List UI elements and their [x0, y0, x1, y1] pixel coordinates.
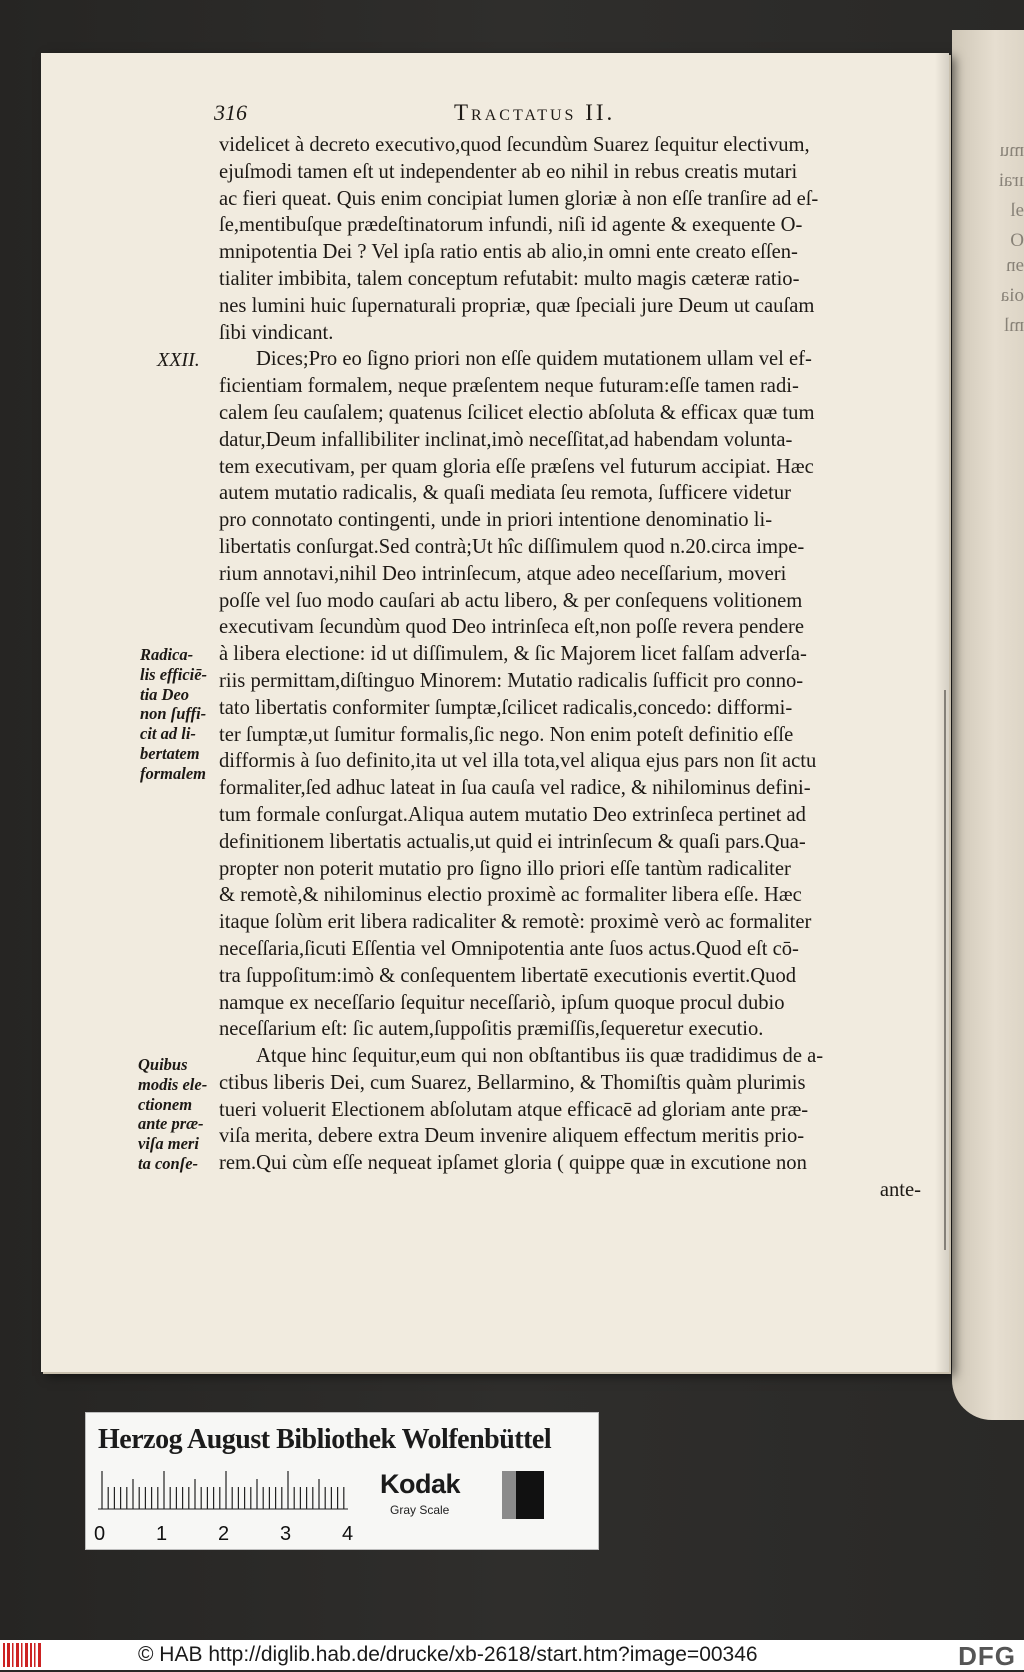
text-line: formaliter,ſed adhuc lateat in ſua cauſa vel radice, & nihilominus defini- — [219, 777, 811, 800]
text-line: ejuſmodi tamen eſt ut independenter ab eo nihil in rebus creatis mutari — [219, 160, 798, 183]
page-header — [214, 100, 914, 130]
gray-scale-label: Gray Scale — [390, 1503, 450, 1517]
text-line: pro connotato contingenti, unde in priori intentione denominatio li- — [219, 509, 773, 532]
text-line: tra ſuppoſitum:imò & conſequentem libertatē executionis evertit.Quod — [219, 964, 797, 987]
margin-note-line: formalem — [140, 763, 206, 783]
kodak-logo: Kodak — [380, 1469, 461, 1499]
text-line: mnipotentia Dei ? Vel ipſa ratio entis ab alio,in omni ente creato eſſen- — [219, 241, 798, 264]
margin-note-line: Radica- — [140, 645, 194, 664]
margin-note — [140, 645, 226, 784]
text-line: ſe,mentibuſque prædeſtinatorum infundi, niſi id agente & exequente O- — [219, 214, 803, 237]
margin-note-line: tia Deo — [140, 684, 190, 704]
barcode-logo-icon — [3, 1643, 45, 1667]
ruler-label: 3 — [280, 1523, 292, 1545]
footer-bar — [0, 1640, 1024, 1670]
text-line: rium annotavi,nihil Deo intrinſecum, atque adeo neceſſarium, moveri — [219, 562, 787, 585]
text-line: riis permittam,diſtinguo Minorem: Mutatio radicalis ſufficit pro conno- — [219, 669, 804, 692]
text-line: neceſſarium eſt: ſic autem,ſuppoſitis præmiſſis,ſequeretur executio. — [219, 1018, 764, 1041]
section-number: XXII. — [157, 349, 200, 371]
text-line: ac fieri queat. Quis enim concipiat lumen gloriæ à non eſſe tranſire ad eſ- — [219, 187, 819, 210]
text-line: tum formale conſurgat.Aliqua autem mutatio Deo extrinſeca pertinet ad — [219, 803, 806, 826]
text-line: ante- — [879, 1179, 921, 1202]
text-line: ſibi vindicant. — [219, 321, 334, 344]
text-line: Dices;Pro eo ſigno priori non eſſe quidem mutationem ullam vel ef- — [256, 348, 812, 371]
institution-label: Herzog August Bibliothek Wolfenbüttel — [98, 1424, 552, 1455]
text-line: datur,Deum infallibiliter inclinat,imò neceſſitat,ad habendam volunta- — [219, 428, 793, 451]
ruler-label: 0 — [94, 1523, 106, 1545]
margin-note-line: bertatem — [140, 743, 200, 763]
running-head: Tractatus II. — [454, 100, 616, 125]
copyright-link[interactable]: © HAB http://diglib.hab.de/drucke/xb-2618/start.htm?image=00346 — [138, 1643, 758, 1666]
text-line: ficientiam formalem, neque præſentem neque futuram:eſſe tamen radi- — [219, 375, 799, 398]
margin-note-line: non ſuffi- — [140, 704, 207, 724]
text-line: difformis à ſuo definito,ita ut vel illa tota,vel aliqua ejus pars non ſit actu — [219, 750, 817, 773]
margin-note-line: lis efficiē- — [140, 664, 208, 684]
text-line: tato libertatis conformiter ſumptæ,ſcilicet radicalis,concedo: difformi- — [219, 696, 793, 719]
page-number: 316 — [214, 100, 247, 125]
text-line: poſſe vel ſuo modo cauſari ab actu libero, & per conſequens volitionem — [219, 589, 803, 612]
margin-note-line: ta conſe- — [138, 1153, 199, 1173]
text-line: namque ex neceſſario ſequitur neceſſariò, ipſum quoque procul dubio — [219, 991, 785, 1014]
dfg-logo: DFG — [958, 1641, 1016, 1671]
ruler-label: 1 — [156, 1523, 168, 1545]
text-line: itaque ſolùm erit libera radicaliter & remotè: proximè verò ac formaliter — [219, 911, 812, 934]
color-calibration-chart — [86, 1413, 598, 1549]
text-line: neceſſaria,ſicuti Eſſentia vel Omnipotentia ante ſuos actus.Quod eſt cō- — [219, 937, 799, 960]
text-line: ctibus liberis Dei, cum Suarez, Bellarmino, & Thomiſtis quàm plurimis — [219, 1071, 806, 1094]
margin-note-line: cit ad li- — [140, 724, 196, 744]
text-line: Atque hinc ſequitur,eum qui non obſtantibus iis quæ tradidimus de a- — [256, 1045, 824, 1068]
gray-patch — [502, 1471, 544, 1519]
text-line: executivam ſecundùm quod Deo intrinſeca eſt,non poſſe revera pendere — [219, 616, 804, 639]
text-line: rem.Qui cùm eſſe nequeat ipſamet gloria ( quippe quæ in excutione non — [219, 1152, 807, 1175]
body-text — [219, 132, 921, 1204]
text-line: calem ſeu cauſalem; quatenus ſcilicet electio abſoluta & efficax quæ tum — [219, 401, 815, 424]
margin-note-line: ante præ- — [138, 1114, 204, 1134]
text-line: viſa merita, debere extra Deum invenire aliquem effectum meritis prio- — [219, 1125, 805, 1148]
ruler-label: 4 — [342, 1523, 354, 1545]
margin-note — [138, 1055, 224, 1174]
text-line: à libera electione: id ut diſſimulem, & ſic Majorem licet falſam adverſa- — [219, 643, 807, 666]
text-line: videlicet à decreto executivo,quod ſecundùm Suarez ſequitur electivum, — [219, 134, 810, 156]
text-line: propter non poterit mutatio pro ſigno illo priori eſſe tantùm radicaliter — [219, 857, 791, 880]
margin-note-line: viſa meri — [138, 1134, 199, 1154]
text-line: tem executivam, per quam gloria eſſe præſens vel futurum accipiat. Hæc — [219, 455, 814, 478]
text-line: definitionem libertatis actualis,ut quid ei intrinſecum & quaſi pars.Qua- — [219, 830, 806, 853]
text-line: & remotè,& nihilominus electio proximè ac formaliter libera eſſe. Hæc — [219, 884, 802, 907]
text-line: nes lumini huic ſupernaturali propriæ, quæ ſpeciali jure Deum ut cauſam — [219, 294, 815, 317]
text-line: autem mutatio radicalis, & quaſi mediata ſeu remota, ſufficere videtur — [219, 482, 792, 505]
margin-note-line: ctionem — [138, 1094, 193, 1114]
text-line: ter ſumptæ,ut ſumitur formalis,ſic nego. Non enim poteſt definitio eſſe — [219, 723, 794, 746]
text-line: libertatis conſurgat.Sed contrà;Ut hîc diſſimulem quod n.20.circa impe- — [219, 535, 805, 558]
text-line: tueri voluerit Electionem abſolutam atque efficacē ad gloriam ante præ- — [219, 1098, 809, 1121]
page-fold — [944, 690, 946, 1250]
text-line: tialiter imbibita, talem conceptum refutabit: multo magis cæteræ ratio- — [219, 267, 800, 290]
ruler-label: 2 — [218, 1523, 230, 1545]
adjacent-page-edge: mu ırai ɘl O ɘn oia ml — [952, 30, 1024, 1420]
margin-note-line: Quibus — [138, 1055, 188, 1074]
margin-note-line: modis ele- — [138, 1074, 208, 1094]
